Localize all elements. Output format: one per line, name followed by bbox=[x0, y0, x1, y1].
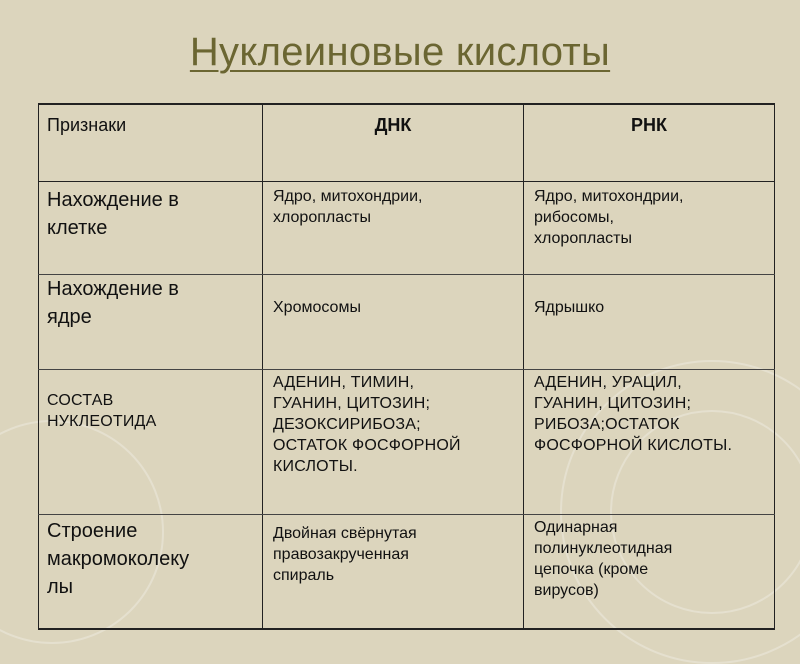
row-feature: СОСТАВ НУКЛЕОТИДА bbox=[39, 370, 263, 515]
row-rna-value: АДЕНИН, УРАЦИЛ, ГУАНИН, ЦИТОЗИН; РИБОЗА;ОСТАТОК ФОСФОРНОЙ КИСЛОТЫ. bbox=[524, 370, 775, 515]
header-dna: ДНК bbox=[263, 104, 524, 182]
row-dna-value: АДЕНИН, ТИМИН, ГУАНИН, ЦИТОЗИН; ДЕЗОКСИРИБОЗА; ОСТАТОК ФОСФОРНОЙ КИСЛОТЫ. bbox=[263, 370, 524, 515]
row-rna-value: Ядро, митохондрии, рибосомы, хлоропласты bbox=[524, 182, 775, 275]
table-row bbox=[39, 515, 775, 630]
row-dna-value: Двойная свёрнутая правозакрученная спираль bbox=[263, 515, 524, 630]
table-row bbox=[39, 370, 775, 515]
table-row bbox=[39, 275, 775, 370]
row-feature: Нахождение в клетке bbox=[39, 182, 263, 275]
slide-title: Нуклеиновые кислоты bbox=[189, 30, 611, 74]
row-feature: Строение макромоколеку лы bbox=[39, 515, 263, 630]
row-dna-value: Хромосомы bbox=[263, 275, 524, 370]
header-features: Признаки bbox=[39, 104, 263, 182]
row-rna-value: Ядрышко bbox=[524, 275, 775, 370]
row-rna-value: Одинарная полинуклеотидная цепочка (кроме вирусов) bbox=[524, 515, 775, 630]
table-row bbox=[39, 182, 775, 275]
comparison-table bbox=[38, 103, 775, 630]
header-rna: РНК bbox=[524, 104, 775, 182]
row-feature: Нахождение в ядре bbox=[39, 275, 263, 370]
row-dna-value: Ядро, митохондрии, хлоропласты bbox=[263, 182, 524, 275]
table-header-row bbox=[39, 104, 775, 182]
